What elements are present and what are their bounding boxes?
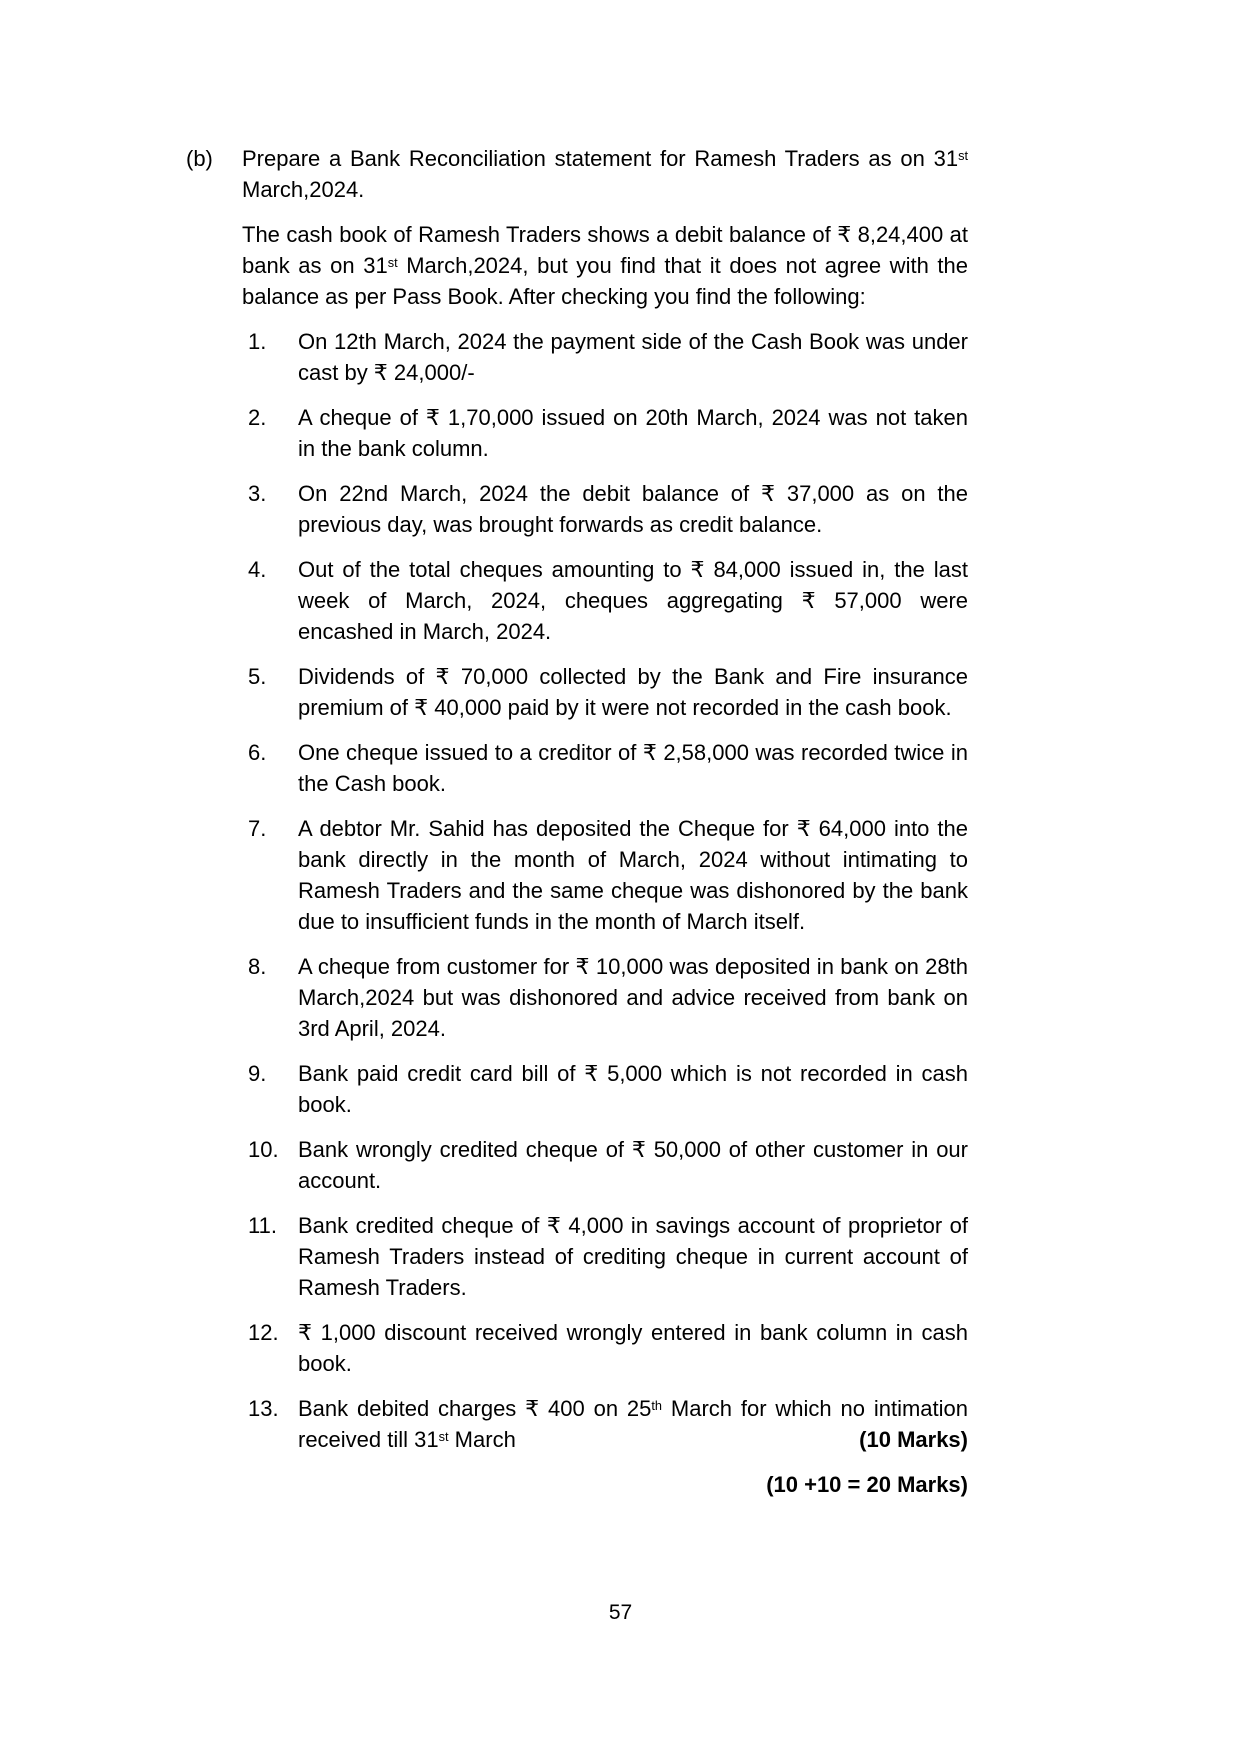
- list-item: [248, 554, 968, 647]
- list-item: [248, 1317, 968, 1379]
- list-item-text: On 22nd March, 2024 the debit balance of ₹ 37,000 as on the previous day, was brought forwards as credit balance.: [298, 481, 968, 537]
- list-item-number: 9.: [248, 1061, 267, 1086]
- question-title: Prepare a Bank Reconciliation statement for Ramesh Traders as on 31st March,2024.: [242, 146, 968, 202]
- question-body: [242, 143, 968, 1500]
- list-item: [248, 813, 968, 937]
- list-item-text: Bank paid credit card bill of ₹ 5,000 which is not recorded in cash book.: [298, 1061, 968, 1117]
- total-marks: (10 +10 = 20 Marks): [766, 1472, 968, 1497]
- list-item-text: A debtor Mr. Sahid has deposited the Cheque for ₹ 64,000 into the bank directly in the month of March, 2024 without intimating to Ramesh Traders and the same cheque was dishonored by the bank due to insufficient funds in the month of March itself.: [298, 816, 968, 934]
- list-item-text: A cheque from customer for ₹ 10,000 was deposited in bank on 28th March,2024 but was dishonored and advice received from bank on 3rd April, 2024.: [298, 954, 968, 1041]
- question-label: (b): [186, 146, 213, 171]
- question-row: [186, 143, 968, 1500]
- list-item: [248, 326, 968, 388]
- list-item-text: ₹ 1,000 discount received wrongly entered in bank column in cash book.: [298, 1320, 968, 1376]
- list-item: [248, 1393, 968, 1455]
- list-item-text: Dividends of ₹ 70,000 collected by the Bank and Fire insurance premium of ₹ 40,000 paid by it were not recorded in the cash book.: [298, 664, 968, 720]
- question-b-block: [186, 143, 968, 1500]
- marks-badge: (10 Marks): [859, 1427, 968, 1452]
- page-number: 57: [608, 1601, 633, 1624]
- list-item-number: 2.: [248, 405, 267, 430]
- list-item-number: 10.: [248, 1137, 279, 1162]
- list-item: [248, 478, 968, 540]
- list-item-text: Out of the total cheques amounting to ₹ 84,000 issued in, the last week of March, 2024, cheques aggregating ₹ 57,000 were encashed in March, 2024.: [298, 557, 968, 644]
- list-item-number: 6.: [248, 740, 267, 765]
- list-item-number: 12.: [248, 1320, 279, 1345]
- conditions-list: [248, 326, 968, 1455]
- list-item-text: A cheque of ₹ 1,70,000 issued on 20th March, 2024 was not taken in the bank column.: [298, 405, 968, 461]
- list-item-text: Bank wrongly credited cheque of ₹ 50,000 of other customer in our account.: [298, 1137, 968, 1193]
- list-item-text: Bank credited cheque of ₹ 4,000 in savings account of proprietor of Ramesh Traders instead of crediting cheque in current account of Ramesh Traders.: [298, 1213, 968, 1300]
- list-item-number: 11.: [248, 1213, 277, 1238]
- list-item: [248, 1134, 968, 1196]
- list-item-text: On 12th March, 2024 the payment side of the Cash Book was under cast by ₹ 24,000/-: [298, 329, 968, 385]
- list-item-text: One cheque issued to a creditor of ₹ 2,58,000 was recorded twice in the Cash book.: [298, 740, 968, 796]
- list-item-number: 3.: [248, 481, 267, 506]
- list-item-number: 5.: [248, 664, 267, 689]
- list-item-text: [298, 1393, 968, 1455]
- list-item: [248, 402, 968, 464]
- list-item: [248, 737, 968, 799]
- list-item-number: 4.: [248, 557, 267, 582]
- list-item-number: 13.: [248, 1396, 279, 1421]
- list-item: [248, 661, 968, 723]
- list-item: [248, 1058, 968, 1120]
- list-item-13-text: Bank debited charges ₹ 400 on 25th March for which no intimation received till 31st March: [298, 1396, 968, 1452]
- list-item: [248, 1210, 968, 1303]
- list-item: [248, 951, 968, 1044]
- list-item-number: 8.: [248, 954, 267, 979]
- list-item-number: 7.: [248, 816, 267, 841]
- list-item-number: 1.: [248, 329, 267, 354]
- question-intro: The cash book of Ramesh Traders shows a debit balance of ₹ 8,24,400 at bank as on 31st March,2024, but you find that it does not agree with the balance as per Pass Book. After checking you find the following:: [242, 222, 968, 309]
